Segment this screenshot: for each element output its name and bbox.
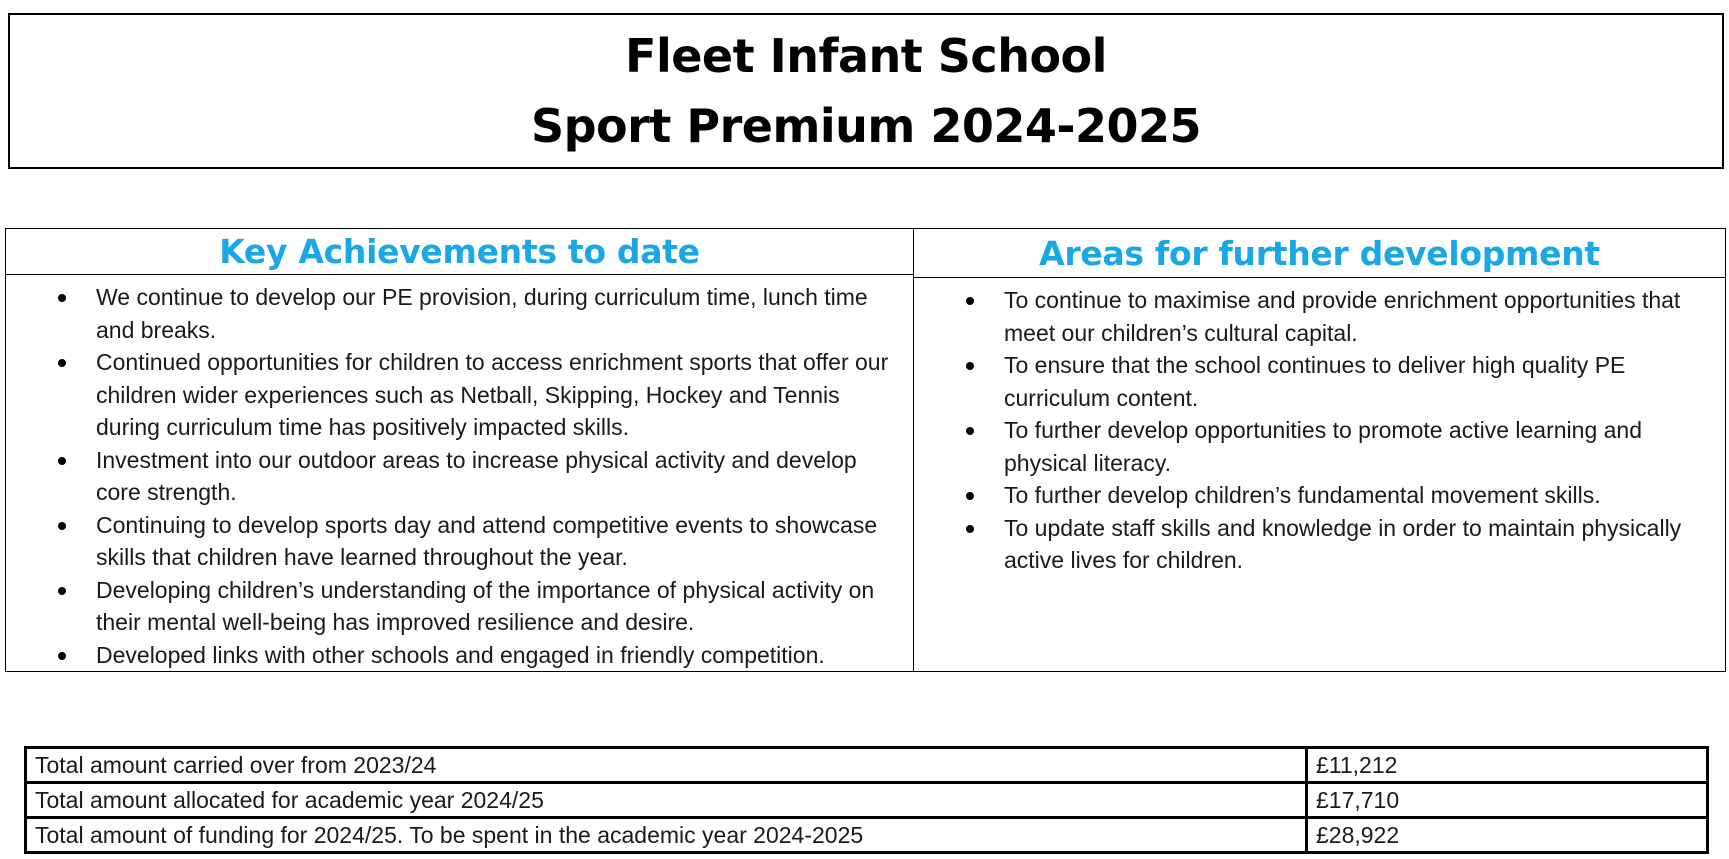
achievement-text: Continuing to develop sports day and attend competitive events to showcase skills that children have learned throughout the year.	[96, 511, 878, 570]
funding-table	[24, 746, 1709, 854]
funding-amount: £11,212	[1307, 748, 1708, 783]
achievement-item	[6, 639, 903, 672]
achievement-item	[6, 509, 903, 574]
table-row	[26, 783, 1708, 818]
bullet-icon	[58, 652, 66, 660]
achievement-text: Continued opportunities for children to access enrichment sports that offer our children wider experiences such as Netball, Skipping, Hockey and Tennis during curriculum time has positively impacted skills.	[96, 349, 889, 440]
achievement-item	[6, 444, 903, 509]
development-text: To further develop opportunities to promote active learning and physical literacy.	[1004, 417, 1643, 476]
title-box	[8, 13, 1724, 169]
achievement-item	[6, 346, 903, 444]
bullet-icon	[966, 525, 974, 533]
achievements-list	[6, 275, 913, 671]
funding-label: Total amount carried over from 2023/24	[26, 748, 1307, 783]
bullet-icon	[966, 297, 974, 305]
development-item	[914, 349, 1715, 414]
development-list	[914, 278, 1725, 577]
bullet-icon	[58, 457, 66, 465]
school-name: Fleet Infant School	[625, 29, 1107, 83]
development-text: To further develop children’s fundamental movement skills.	[1004, 482, 1601, 508]
achievement-text: Developed links with other schools and engaged in friendly competition.	[96, 641, 825, 668]
development-item	[914, 284, 1715, 349]
achievement-item	[6, 574, 903, 639]
achievement-text: Investment into our outdoor areas to increase physical activity and develop core strength.	[96, 446, 857, 505]
document-title: Sport Premium 2024-2025	[531, 99, 1201, 153]
development-item	[914, 512, 1715, 577]
achievement-text: Developing children’s understanding of the importance of physical activity on their mental well-being has improved resilience and desire.	[96, 576, 875, 635]
development-heading: Areas for further development	[914, 229, 1725, 278]
table-row	[26, 748, 1708, 783]
development-text: To continue to maximise and provide enrichment opportunities that meet our children’s cultural capital.	[1004, 287, 1681, 346]
bullet-icon	[58, 359, 66, 367]
achievements-column	[6, 229, 914, 671]
funding-amount: £17,710	[1307, 783, 1708, 818]
achievements-development-table	[5, 228, 1726, 672]
bullet-icon	[966, 362, 974, 370]
development-column	[914, 229, 1725, 671]
achievements-heading: Key Achievements to date	[6, 229, 913, 275]
funding-label: Total amount of funding for 2024/25. To be spent in the academic year 2024-2025	[26, 818, 1307, 853]
bullet-icon	[58, 522, 66, 530]
development-item	[914, 414, 1715, 479]
development-text: To ensure that the school continues to deliver high quality PE curriculum content.	[1004, 352, 1626, 411]
bullet-icon	[966, 427, 974, 435]
funding-amount: £28,922	[1307, 818, 1708, 853]
funding-label: Total amount allocated for academic year 2024/25	[26, 783, 1307, 818]
bullet-icon	[58, 587, 66, 595]
development-item	[914, 479, 1715, 512]
table-row	[26, 818, 1708, 853]
bullet-icon	[966, 492, 974, 500]
achievement-item	[6, 281, 903, 346]
bullet-icon	[58, 294, 66, 302]
development-text: To update staff skills and knowledge in order to maintain physically active lives for children.	[1004, 514, 1682, 573]
achievement-text: We continue to develop our PE provision, during curriculum time, lunch time and breaks.	[96, 284, 868, 343]
